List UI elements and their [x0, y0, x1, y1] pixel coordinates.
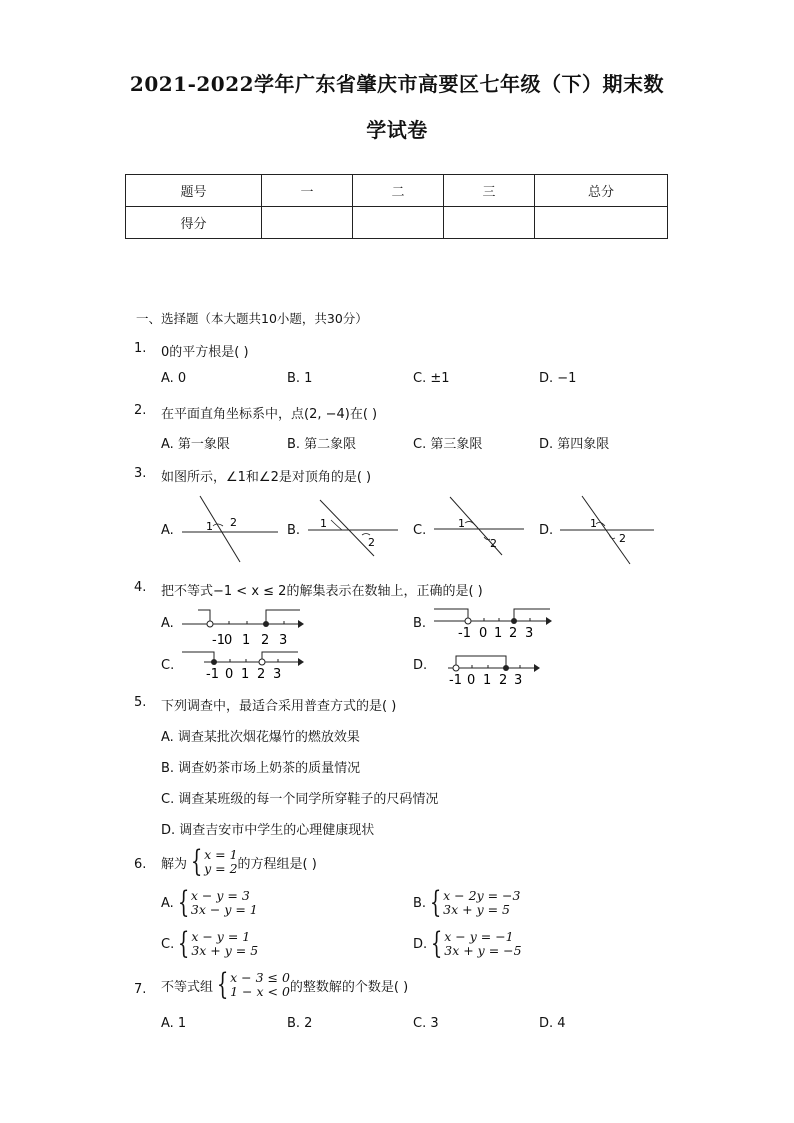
angle-figure-b — [306, 498, 401, 558]
equation-system — [444, 930, 521, 958]
tick-label: 0 — [224, 633, 233, 648]
option-c[interactable]: C. 调查某班级的每一个同学所穿鞋子的尺码情况 — [161, 792, 439, 807]
score-header-cell: 总分 — [535, 175, 668, 207]
option-d[interactable]: D. 调查吉安市中学生的心理健康现状 — [161, 823, 375, 838]
tick-label: 1 — [483, 673, 492, 688]
score-row-label: 得分 — [126, 207, 262, 239]
option-b[interactable]: B. 1 — [287, 371, 313, 386]
angle-figure-a — [180, 494, 280, 564]
tick-label: 2 — [257, 667, 266, 682]
brace-icon: { — [216, 967, 229, 1002]
question-number: 1. — [134, 341, 147, 356]
option-c[interactable]: C. 第三象限 — [413, 437, 483, 452]
equation: x − y = 1 — [191, 929, 251, 944]
tick-label: 1 — [242, 633, 251, 648]
option-c[interactable]: C. 3 — [413, 1016, 439, 1031]
equation: 3x + y = −5 — [444, 943, 522, 958]
option-d[interactable]: D. 第四象限 — [539, 437, 610, 452]
option-letter: A. — [161, 895, 174, 911]
tick-label: -1 — [212, 633, 225, 648]
angle-2-label: 2 — [490, 537, 497, 550]
tick-label: 3 — [273, 667, 282, 682]
option-b[interactable]: B. — [287, 523, 301, 538]
option-letter: B. — [413, 895, 427, 911]
angle-1-label: 1 — [320, 517, 327, 530]
score-header-cell: 三 — [444, 175, 535, 207]
option-d[interactable]: D. — [539, 523, 554, 538]
tick-label: 1 — [241, 667, 250, 682]
question-stem: 如图所示，∠1和∠2是对顶角的是( ) — [161, 470, 372, 485]
question-stem: 把不等式−1 < x ≤ 2的解集表示在数轴上，正确的是( ) — [161, 584, 483, 599]
angle-1-label: 1 — [590, 517, 597, 530]
tick-label: 1 — [494, 626, 503, 641]
stem-text: 的方程组是( ) — [237, 856, 317, 872]
brace-icon: { — [178, 926, 190, 961]
number-line-a — [180, 604, 305, 648]
tick-label: -1 — [458, 626, 471, 641]
question-number: 2. — [134, 403, 147, 418]
option-a[interactable]: A. 调查某批次烟花爆竹的燃放效果 — [161, 730, 360, 745]
option-a[interactable]: A. — [161, 616, 174, 631]
equation: x = 1 — [204, 847, 238, 862]
tick-label: 0 — [225, 667, 234, 682]
option-a[interactable]: A. 第一象限 — [161, 437, 230, 452]
option-letter: D. — [413, 936, 428, 952]
angle-2-label: 2 — [230, 516, 237, 529]
question-stem: 在平面直角坐标系中，点(2, −4)在( ) — [161, 407, 378, 422]
title-line-2: 学试卷 — [366, 118, 428, 142]
question-stem: 0的平方根是( ) — [161, 345, 249, 360]
number-line-d — [446, 648, 541, 690]
score-cell[interactable] — [353, 207, 444, 239]
equation: 3x − y = 1 — [190, 902, 258, 917]
tick-label: -1 — [206, 667, 219, 682]
equation: y = 2 — [204, 861, 238, 876]
tick-label: 3 — [514, 673, 523, 688]
title-line-1: 2021-2022学年广东省肇庆市高要区七年级（下）期末数 — [129, 72, 665, 96]
option-d[interactable]: D. −1 — [539, 371, 577, 386]
score-table — [125, 174, 668, 239]
question-number: 5. — [134, 695, 147, 710]
option-b[interactable] — [413, 885, 521, 920]
stem-text: 的整数解的个数是( ) — [289, 979, 409, 995]
option-a[interactable]: A. 0 — [161, 371, 187, 386]
option-b[interactable]: B. 调查奶茶市场上奶茶的质量情况 — [161, 761, 361, 776]
option-a[interactable]: A. 1 — [161, 1016, 187, 1031]
tick-label: 0 — [479, 626, 488, 641]
score-header-cell: 二 — [353, 175, 444, 207]
score-table-row — [126, 207, 668, 239]
equation: 3x + y = 5 — [191, 943, 259, 958]
question-number: 7. — [134, 982, 147, 997]
option-c[interactable]: C. — [161, 658, 175, 673]
equation: x − 2y = −3 — [443, 888, 521, 903]
brace-icon: { — [430, 926, 443, 961]
option-d[interactable]: D. 4 — [539, 1016, 566, 1031]
inequality: 1 − x < 0 — [230, 984, 290, 999]
option-d[interactable] — [413, 926, 522, 961]
angle-figure-d — [558, 494, 656, 566]
inequality: x − 3 ≤ 0 — [230, 970, 290, 985]
angle-2-label: 2 — [368, 536, 375, 549]
angle-2-label: 2 — [619, 532, 626, 545]
inequality-system — [230, 971, 290, 999]
question-number: 3. — [134, 466, 147, 481]
option-c[interactable]: C. — [413, 523, 427, 538]
number-line-b — [432, 605, 554, 643]
tick-label: -1 — [449, 673, 462, 688]
brace-icon: { — [190, 844, 203, 879]
number-line-c — [180, 648, 305, 686]
question-number: 4. — [134, 580, 147, 595]
score-cell[interactable] — [262, 207, 353, 239]
angle-figure-c — [432, 495, 527, 557]
option-b[interactable]: B. 2 — [287, 1016, 313, 1031]
tick-label: 0 — [467, 673, 476, 688]
option-d[interactable]: D. — [413, 658, 428, 673]
angle-1-label: 1 — [458, 517, 465, 530]
question-stem — [161, 967, 409, 1002]
section-heading: 一、选择题（本大题共10小题，共30分） — [136, 311, 368, 326]
tick-label: 3 — [525, 626, 534, 641]
option-b[interactable]: B. 第二象限 — [287, 437, 357, 452]
question-number: 6. — [134, 857, 147, 872]
tick-label: 2 — [509, 626, 518, 641]
score-header-cell: 题号 — [126, 175, 262, 207]
tick-label: 2 — [499, 673, 508, 688]
stem-text: 解为 — [161, 856, 188, 872]
stem-text: 不等式组 — [161, 979, 214, 995]
equation: x − y = 3 — [190, 888, 250, 903]
score-table-header-row — [126, 175, 668, 207]
brace-icon: { — [429, 885, 442, 920]
option-c[interactable]: C. ±1 — [413, 371, 450, 386]
option-letter: C. — [161, 936, 175, 952]
angle-1-label: 1 — [206, 520, 213, 533]
option-c[interactable] — [161, 926, 259, 961]
equation-system — [191, 889, 258, 917]
equation-system — [443, 889, 520, 917]
question-stem: 下列调查中，最适合采用普查方式的是( ) — [161, 699, 397, 714]
score-cell[interactable] — [444, 207, 535, 239]
option-b[interactable]: B. — [413, 616, 427, 631]
question-stem — [161, 844, 317, 879]
equation: x − y = −1 — [444, 929, 514, 944]
brace-icon: { — [177, 885, 190, 920]
score-cell[interactable] — [535, 207, 668, 239]
equation-system — [191, 930, 258, 958]
equation: 3x + y = 5 — [443, 902, 511, 917]
score-header-cell: 一 — [262, 175, 353, 207]
option-a[interactable]: A. — [161, 523, 174, 538]
tick-label: 2 — [261, 633, 270, 648]
tick-label: 3 — [279, 633, 288, 648]
solution-system — [204, 848, 237, 876]
option-a[interactable] — [161, 885, 258, 920]
